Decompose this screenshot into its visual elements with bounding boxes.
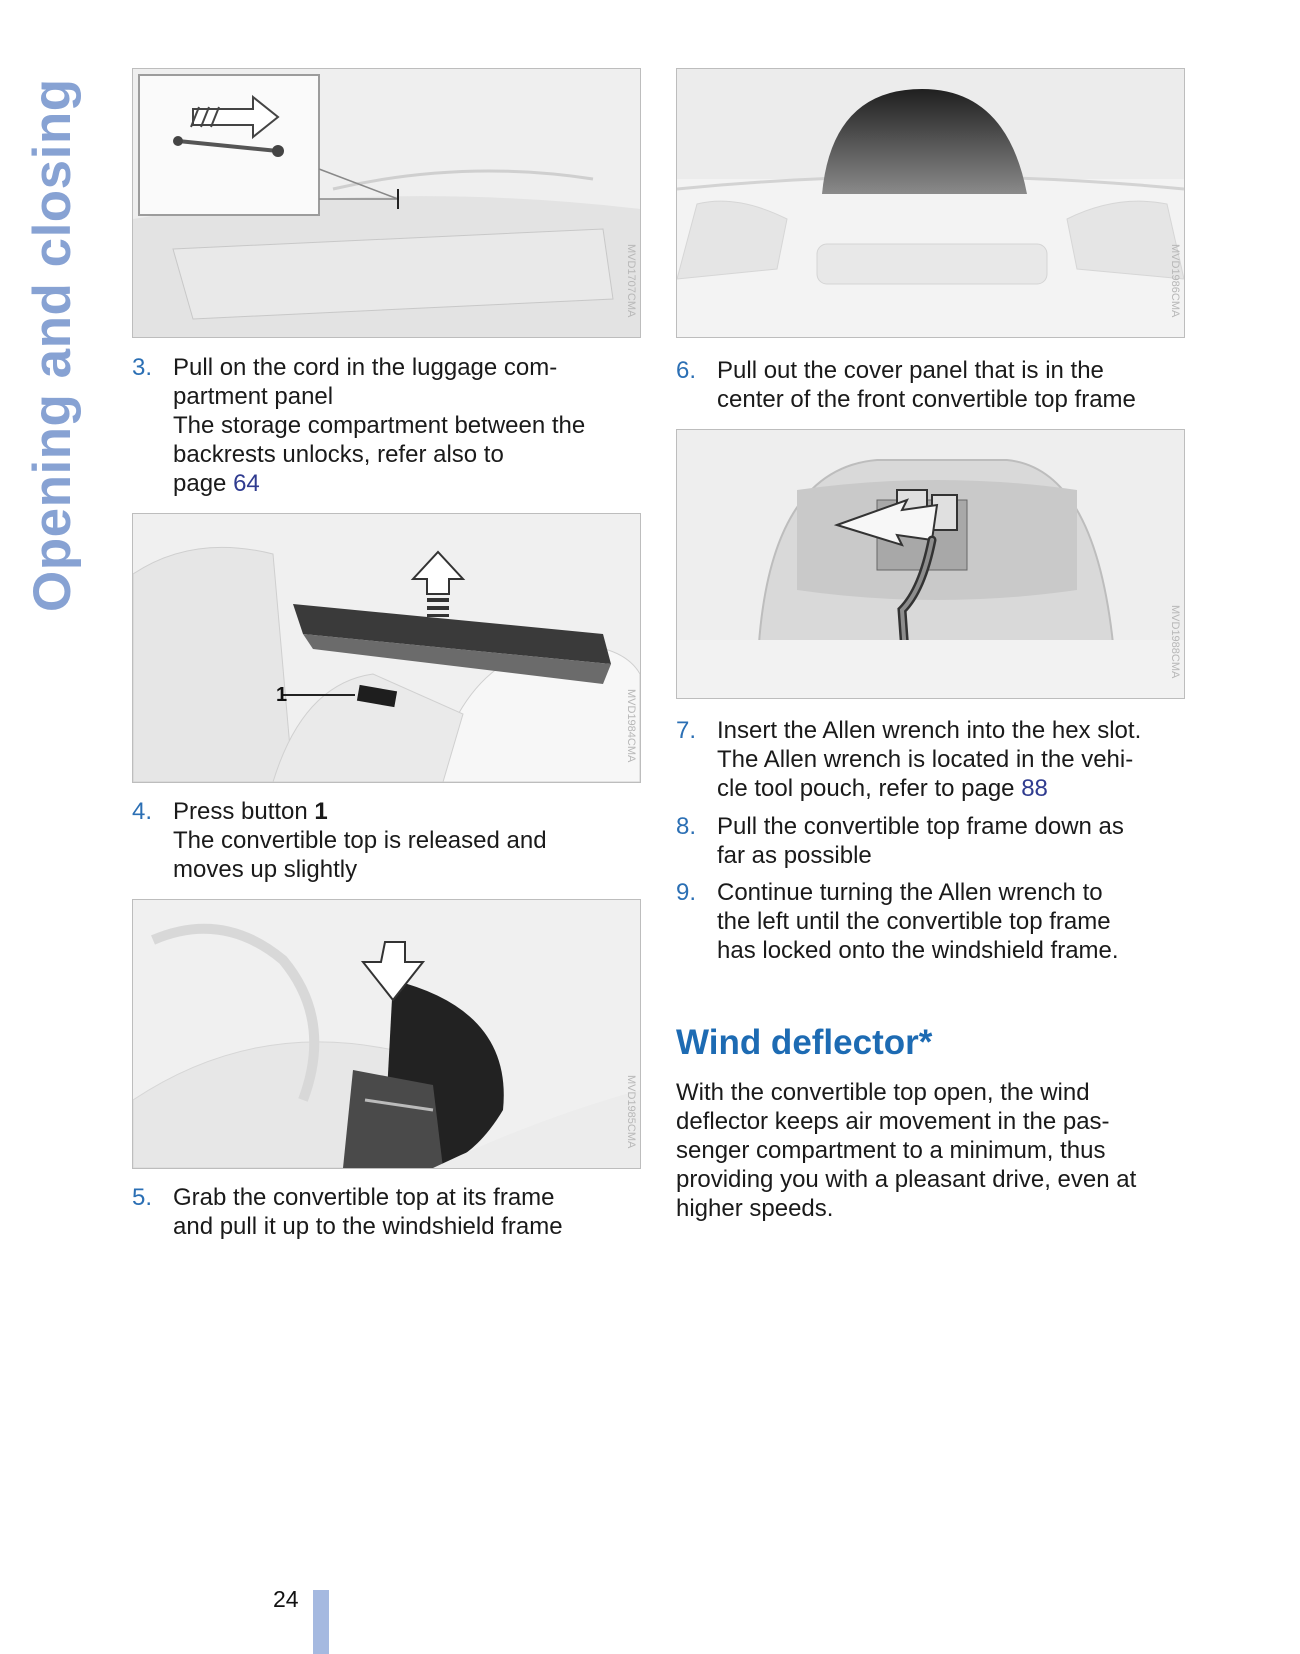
text-line: The convertible top is released and: [173, 827, 547, 854]
button-reference: 1: [314, 798, 328, 825]
text-line: Grab the convertible top at its frame: [173, 1184, 555, 1211]
text-line: has locked onto the windshield frame.: [717, 937, 1119, 964]
step-text: [173, 797, 547, 884]
text-line: moves up slightly: [173, 856, 358, 883]
figure-luggage-cord: [132, 68, 641, 338]
text-line: [717, 774, 1141, 803]
text-line: The storage compartment between the: [173, 412, 586, 439]
page-number: 24: [273, 1586, 299, 1612]
text-line: providing you with a pleasant drive, even at: [676, 1166, 1137, 1193]
section-heading-wind-deflector: Wind deflector*: [676, 1023, 933, 1062]
illustration-button-1: [133, 514, 640, 782]
figure-cover-panel: [676, 68, 1185, 338]
illustration-cover-panel: [677, 69, 1184, 337]
text-fragment: Press button: [173, 798, 315, 825]
text-line: senger compartment to a minimum, thus: [676, 1137, 1106, 1164]
illustration-luggage-cord: [133, 69, 640, 337]
figure-button-1: [132, 513, 641, 783]
step-number: 6.: [676, 357, 697, 384]
text-line: center of the front convertible top frame: [717, 386, 1136, 413]
illustration-convertible-top: [133, 900, 640, 1168]
figure-code: MVD1984CMA: [625, 689, 637, 763]
wind-deflector-paragraph: [676, 1078, 1136, 1223]
section-tab-label: Opening and closing: [23, 78, 82, 612]
callout-label: 1: [276, 684, 288, 706]
figure-code: MVD1707CMA: [625, 244, 637, 318]
step-text: [717, 812, 1124, 870]
text-fragment: cle tool pouch, refer to page: [717, 775, 1022, 802]
step-number: 3.: [132, 354, 153, 381]
text-line: deflector keeps air movement in the pas-: [676, 1108, 1110, 1135]
figure-allen-wrench: [676, 429, 1185, 699]
text-line: the left until the convertible top frame: [717, 908, 1111, 935]
text-line: and pull it up to the windshield frame: [173, 1213, 563, 1240]
text-line: Pull the convertible top frame down as: [717, 813, 1124, 840]
step-text: [173, 1183, 563, 1241]
section-tab: [22, 52, 92, 612]
step-text: [717, 878, 1119, 965]
text-line: With the convertible top open, the wind: [676, 1079, 1090, 1106]
text-line: [173, 797, 547, 826]
step-text: [717, 356, 1136, 414]
text-line: partment panel: [173, 383, 334, 410]
step-text: [717, 716, 1141, 803]
figure-code: MVD1985CMA: [625, 1075, 637, 1149]
step-number: 8.: [676, 813, 697, 840]
text-line: backrests unlocks, refer also to: [173, 441, 504, 468]
text-line: higher speeds.: [676, 1195, 834, 1222]
step-text: [173, 353, 585, 498]
page-link-88[interactable]: 88: [1021, 775, 1048, 802]
figure-code: MVD1988CMA: [1169, 605, 1181, 679]
page-link-64[interactable]: 64: [233, 470, 260, 497]
step-number: 4.: [132, 798, 153, 825]
text-line: Pull out the cover panel that is in the: [717, 357, 1104, 384]
illustration-allen-wrench: [677, 430, 1184, 698]
step-number: 7.: [676, 717, 697, 744]
text-line: [173, 469, 585, 498]
text-line: Insert the Allen wrench into the hex slot.: [717, 717, 1142, 744]
text-line: Pull on the cord in the luggage com-: [173, 354, 558, 381]
text-fragment: page: [173, 470, 234, 497]
text-line: The Allen wrench is located in the vehi-: [717, 746, 1134, 773]
figure-code: MVD1986CMA: [1169, 244, 1181, 318]
figure-convertible-top: [132, 899, 641, 1169]
text-line: Continue turning the Allen wrench to: [717, 879, 1103, 906]
step-number: 9.: [676, 879, 697, 906]
page-marker-bar: [313, 1590, 329, 1654]
text-line: far as possible: [717, 842, 872, 869]
step-number: 5.: [132, 1184, 153, 1211]
